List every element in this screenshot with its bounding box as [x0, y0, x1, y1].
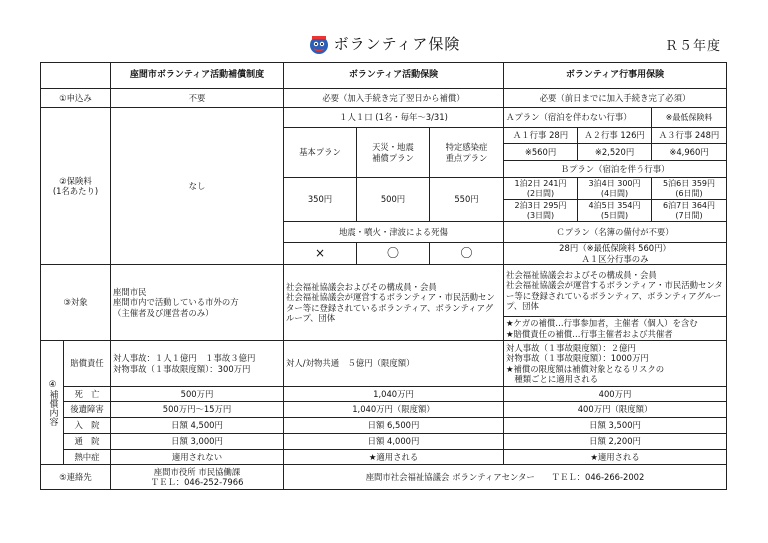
target-c1-line: 座間市民: [113, 286, 147, 297]
col-header-c3: ボランティア行事用保険: [504, 63, 727, 89]
plan-a2-rate: Ａ２行事 126円: [578, 128, 652, 144]
coverage-row-death: [41, 387, 727, 402]
rate: 5泊6日 359円: [663, 178, 716, 188]
plan-a2-min: ※2,520円: [578, 144, 652, 161]
disability-c3: 400万円（限度額）: [504, 402, 727, 418]
coverage-item-label: 後遺障害: [64, 402, 111, 418]
hospital-c3: 日額 3,500円: [504, 418, 727, 434]
contact-row: [41, 465, 727, 490]
target-c3a: [504, 265, 727, 317]
plan-a1-min: ※560円: [504, 144, 578, 161]
days: (5日間): [600, 210, 629, 220]
plan-b-rate: [504, 178, 578, 200]
premium-label: ②保険料 (1名あたり): [41, 108, 111, 265]
plan-b-rate: [578, 178, 652, 200]
target-row-1: [41, 265, 727, 317]
infection-plan-mark: 〇: [430, 243, 504, 265]
plan-b-rate: [652, 200, 727, 222]
contact-c23: 座間市社会福祉協議会 ボランティアセンター ＴＥＬ：046-266-2002: [284, 465, 727, 490]
liability-c3: [504, 341, 727, 387]
target-c2-line: 社会福祉協議会およびその構成員・会員: [286, 281, 437, 292]
target-label: ③対象: [41, 265, 111, 341]
outpatient-c1: 日額 3,000円: [111, 434, 284, 450]
plan-b-header: Ｂプラン（宿泊を伴う行事）: [504, 161, 727, 178]
plan-a-header: Ａプラン（宿泊を伴わない行事）: [504, 108, 652, 128]
contact-label: ⑤連絡先: [41, 465, 111, 490]
rate: 2泊3日 295円: [514, 200, 567, 210]
col-header-c1: 座間市ボランティア活動補償制度: [111, 63, 284, 89]
days: (6日間): [675, 188, 703, 198]
coverage-item-label: 通 院: [64, 434, 111, 450]
application-label: ①申込み: [41, 89, 111, 108]
death-c1: 500万円: [111, 387, 284, 402]
coverage-item-label: 熱中症: [64, 450, 111, 465]
plan-b-rate: [578, 200, 652, 222]
disability-c2: 1,040万円（限度額）: [284, 402, 504, 418]
outpatient-c3: 日額 2,200円: [504, 434, 727, 450]
disaster-plan-mark: 〇: [357, 243, 430, 265]
plan-c-note: Ａ１区分行事のみ: [504, 254, 727, 265]
application-c2: 必要（加入手続き完了翌日から補償）: [284, 89, 504, 108]
mascot-logo-icon: [308, 35, 330, 55]
coverage-row-heatstroke: [41, 450, 727, 465]
plan-c-rate: 28円（※最低保険料 560円）: [504, 243, 727, 254]
plan-a1-rate: Ａ１行事 28円: [504, 128, 578, 144]
outpatient-c2: 日額 4,000円: [284, 434, 504, 450]
disaster-header: 地震・噴火・津波による死傷: [284, 222, 504, 243]
target-c2-line: 社会福祉協議会が運営するボランティア・市民活動センター等に登録されているボランティア、ボランティアグループ、団体: [286, 292, 495, 323]
infection-price: 550円: [430, 178, 504, 222]
liability-c1: [111, 341, 284, 387]
basic-plan: 基本プラン: [284, 128, 357, 178]
target-c1-line: （主催者及び運営者のみ）: [113, 307, 214, 318]
coverage-row-outpatient: [41, 434, 727, 450]
application-c3: 必要（前日までに加入手続き完了必須）: [504, 89, 727, 108]
application-c1: 不要: [111, 89, 284, 108]
plan-a3-min: ※4,960円: [652, 144, 727, 161]
rate: 6泊7日 364円: [663, 200, 716, 210]
premium-row-1: [41, 108, 727, 128]
target-c3b: [504, 317, 727, 341]
infection-plan: 特定感染症 重点プラン: [430, 128, 504, 178]
plan-c-header: Ｃプラン（名簿の備付が不要）: [504, 222, 727, 243]
target-c2: [284, 265, 504, 341]
days: (3日間): [526, 210, 555, 220]
heatstroke-c2: ★適用される: [284, 450, 504, 465]
days: (4日間): [600, 188, 629, 198]
disability-c1: 500万円～15万円: [111, 402, 284, 418]
coverage-label: ④補償内容: [41, 341, 64, 465]
contact-c1-line: ＴＥＬ：046-252-7966: [150, 477, 244, 487]
target-c3-note: ★賠償責任の補償…行事主催者および共催者: [506, 328, 673, 339]
liability-c3-line: 種類ごとに適用される: [506, 374, 599, 384]
coverage-row-liability: [41, 341, 727, 387]
coverage-item-label: 死 亡: [64, 387, 111, 402]
application-row: [41, 89, 727, 108]
coverage-item-label: 入 院: [64, 418, 111, 434]
target-c1: [111, 265, 284, 341]
heatstroke-c3: ★適用される: [504, 450, 727, 465]
liability-c3-line: ★補償の限度額は補償対象となるリスクの: [506, 363, 665, 374]
contact-c1-line: 座間市役所 市民協働課: [153, 466, 241, 477]
death-c2: 1,040万円: [284, 387, 504, 402]
target-c1-line: 座間市内で活動している市外の方: [113, 297, 239, 308]
liability-c3-line: 対人事故（１事故限度額）：２億円: [506, 342, 636, 353]
liability-c1-line: 対人事故：１人１億円 １事故３億円: [113, 353, 256, 363]
insurance-table: [40, 62, 727, 490]
days: (2日間): [526, 188, 555, 198]
liability-c1-line: 対物事故（１事故限度額）：300万円: [113, 363, 251, 374]
header-row: [41, 63, 727, 89]
death-c3: 400万円: [504, 387, 727, 402]
min-premium-note: ※最低保険料: [652, 108, 727, 128]
rate: 3泊4日 300円: [588, 178, 641, 188]
fiscal-year: Ｒ５年度: [665, 39, 722, 54]
heatstroke-c1: 適用されない: [111, 450, 284, 465]
header-blank: [41, 63, 111, 89]
hospital-c2: 日額 6,500円: [284, 418, 504, 434]
rate: 4泊5日 354円: [588, 200, 641, 210]
disaster-plan: 天災・地震 補償プラン: [357, 128, 430, 178]
plan-b-rate: [504, 200, 578, 222]
rate: 1泊2日 241円: [514, 178, 567, 188]
coverage-item-label: 賠償責任: [64, 341, 111, 387]
days: (7日間): [675, 210, 703, 220]
title-text: ボランティア保険: [333, 35, 461, 53]
target-c3-line: 社会福祉協議会が運営するボランティア・市民活動センター等に登録されているボランティア、ボランティアグループ、団体: [506, 280, 723, 311]
volunteer-unit-header: １人１口 (1名・毎年～3/31): [284, 108, 504, 128]
coverage-row-disability: [41, 402, 727, 418]
target-c3-line: 社会福祉協議会およびその構成員・会員: [506, 269, 657, 280]
liability-c2: 対人/対物共通 ５億円（限度額）: [284, 341, 504, 387]
contact-c1: [111, 465, 284, 490]
plan-a3-rate: Ａ３行事 248円: [652, 128, 727, 144]
col-header-c2: ボランティア活動保険: [284, 63, 504, 89]
target-c3-note: ★ケガの補償…行事参加者，主催者（個人）を含む: [506, 318, 698, 328]
liability-c3-line: 対物事故（１事故限度額）：1000万円: [506, 353, 649, 363]
coverage-row-hospital: [41, 418, 727, 434]
premium-c1: なし: [111, 108, 284, 265]
basic-disaster-mark: ×: [284, 243, 357, 265]
plan-b-rate: [652, 178, 727, 200]
page-title: [0, 33, 768, 55]
basic-price: 350円: [284, 178, 357, 222]
hospital-c1: 日額 4,500円: [111, 418, 284, 434]
disaster-price: 500円: [357, 178, 430, 222]
